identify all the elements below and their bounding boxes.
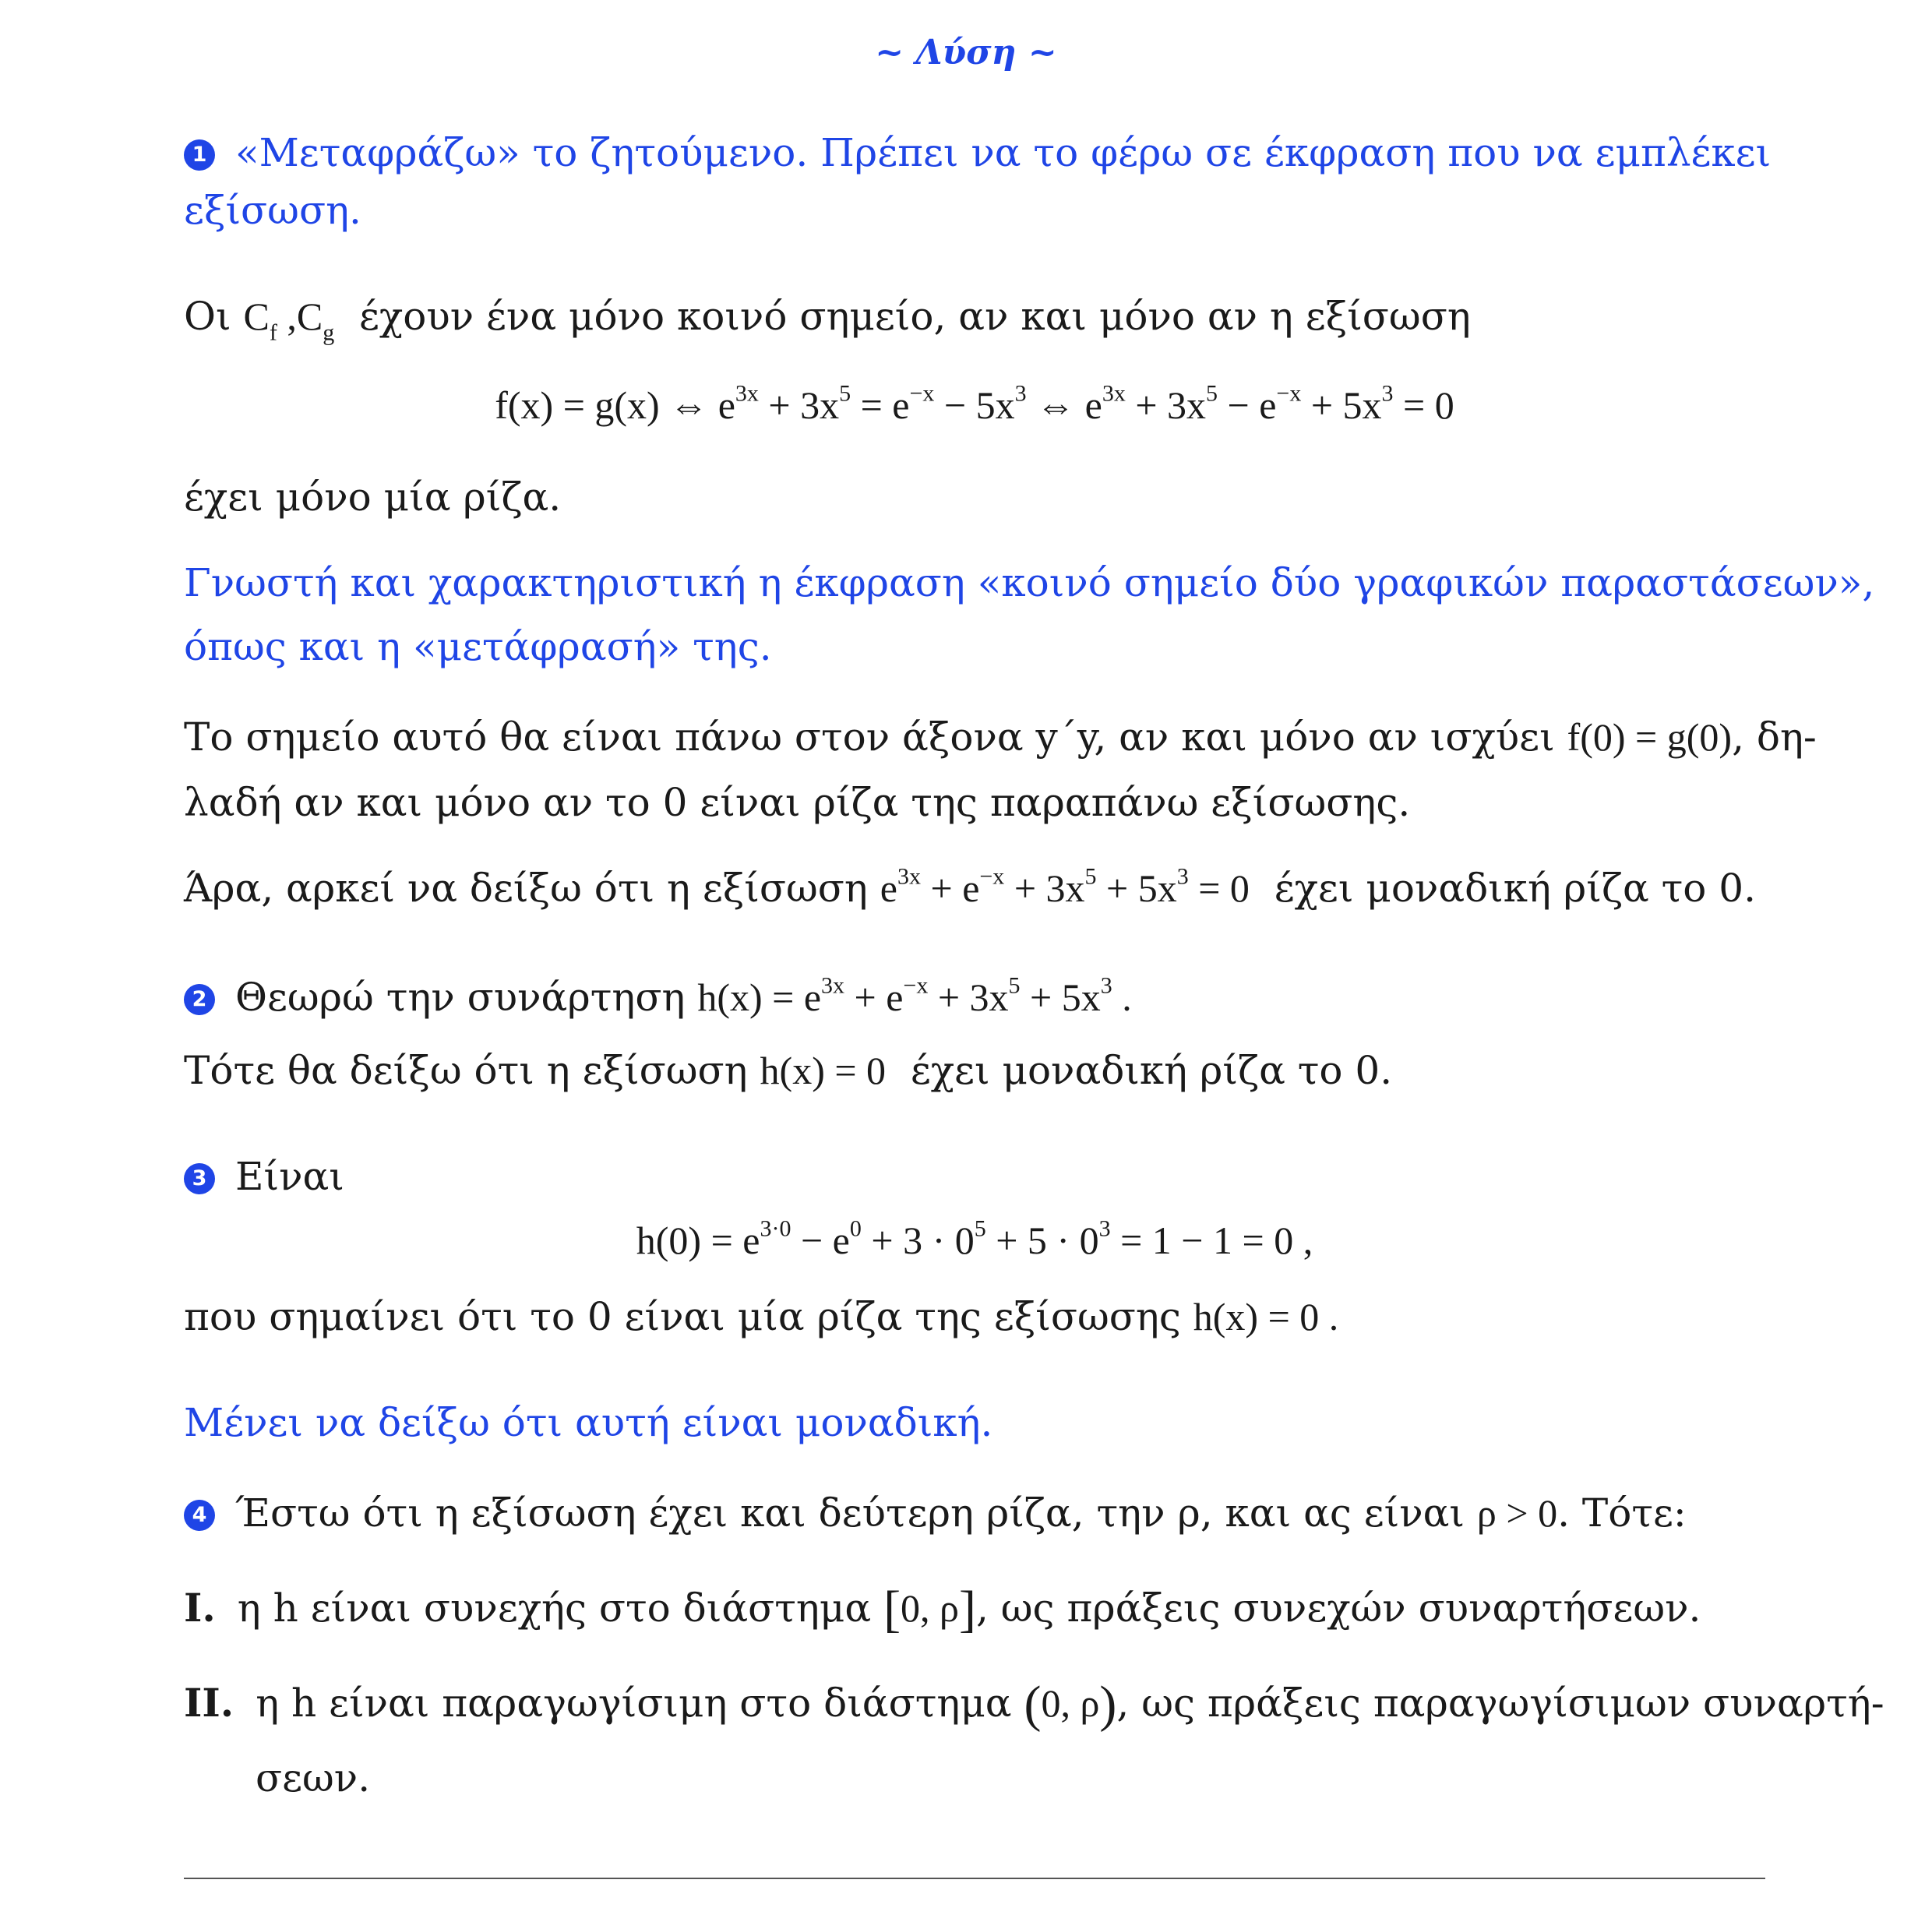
common-point-line (184, 293, 1471, 346)
item2-text: η h είναι παραγωγίσιμη στο διάστημα (256, 1681, 1012, 1726)
h-definition: $h(x) = e^{3x} + e^{-x} + 3x^5 + 5x^3$ . (697, 972, 1132, 1019)
yaxis-line1 (184, 714, 1817, 760)
step1-line2: εξίσωση. (184, 188, 361, 233)
common-point-prefix: Οι (184, 294, 231, 339)
yaxis-text1-post: , δη- (1732, 714, 1817, 760)
yaxis-math1: f(0) = g(0) (1567, 715, 1733, 759)
item2-numeral: II. (184, 1680, 234, 1726)
page-title: ~ Λύση ~ (875, 33, 1057, 72)
item1-numeral: I. (184, 1585, 216, 1631)
interval-open: (0, ρ) (1024, 1676, 1117, 1733)
interval-closed: [0, ρ] (883, 1581, 976, 1638)
yaxis-line2: λαδή αν και μόνο αν το 0 είναι ρίζα της παραπάνω εξίσωσης. (184, 780, 1411, 825)
step2-text: Θεωρώ την συνάρτηση (235, 975, 686, 1020)
common-point-text: έχουν ένα μόνο κοινό σημείο, αν και μόνο αν η εξίσωση (359, 294, 1471, 339)
yaxis-text3-post: έχει μοναδική ρίζα το 0. (1274, 866, 1757, 911)
item2-line1 (184, 1676, 1884, 1733)
note1-line1: Γνωστή και χαρακτηριστική η έκφραση «κοινό σημείο δύο γραφικών παραστάσεων», (184, 560, 1875, 605)
item2-text-post: , ως πράξεις παραγωγίσιμων συναρτή- (1116, 1681, 1884, 1726)
step4-math: ρ > 0 (1476, 1491, 1558, 1535)
note1-line2: όπως και η «μετάφρασή» της. (184, 624, 772, 669)
step4-bullet: 4 (184, 1500, 215, 1531)
step3-label: Είναι (235, 1154, 344, 1199)
equation-2: $e^{3x} + e^{-x} + 3x^5 + 5x^3 = 0$ (880, 863, 1250, 910)
cf-cg-symbols: $C_f$ $,C_g$ (243, 294, 335, 346)
item2-line2: σεων. (256, 1755, 371, 1800)
item1-text-post: , ως πράξεις συνεχών συναρτήσεων. (975, 1585, 1701, 1631)
yaxis-line3 (184, 865, 1756, 912)
step3-line1 (184, 1153, 344, 1200)
step2-text2: Τότε θα δείξω ότι η εξίσωση (184, 1048, 748, 1093)
step1-text: «Μεταφράζω» το ζητούμενο. Πρέπει να το φέρω σε έκφραση που να εμπλέκει (235, 130, 1772, 175)
step4-text-post: . Τότε: (1557, 1490, 1687, 1536)
item1-text: η h είναι συνεχής στο διάστημα (237, 1585, 872, 1631)
step1-bullet: 1 (184, 139, 215, 171)
step2-bullet: 2 (184, 984, 215, 1015)
step2-math: h(x) = 0 (760, 1049, 887, 1092)
step4-line (184, 1490, 1687, 1536)
step3-bullet: 3 (184, 1163, 215, 1194)
step2-text2-post: έχει μοναδική ρίζα το 0. (910, 1048, 1393, 1093)
bottom-divider (184, 1878, 1765, 1879)
step2-line2 (184, 1047, 1392, 1094)
equation-1: f(x) = g(x) ⇔ $e^{3x} + 3x^5 = e^{-x} - 5x^3$ ⇔ $e^{3x} + 3x^5 - e^{-x} + 5x^3 = 0$ (495, 380, 1454, 427)
step3-line3 (184, 1293, 1338, 1340)
yaxis-text3: Άρα, αρκεί να δείξω ότι η εξίσωση (184, 866, 868, 911)
step1-line1 (184, 129, 1771, 176)
step2-line1 (184, 974, 1132, 1021)
step3-text: που σημαίνει ότι το 0 είναι μία ρίζα της εξίσωσης (184, 1294, 1181, 1339)
common-point-conclusion: έχει μόνο μία ρίζα. (184, 474, 562, 520)
note2: Μένει να δείξω ότι αυτή είναι μοναδική. (184, 1400, 993, 1445)
yaxis-text1: Το σημείο αυτό θα είναι πάνω στον άξονα y΄y, αν και μόνο αν ισχύει (184, 714, 1555, 760)
item1-line (184, 1581, 1701, 1638)
step3-math: h(x) = 0 . (1193, 1295, 1339, 1338)
equation-3: $h(0) = e^{3\cdot 0} - e^0 + 3 \cdot 0^5 + 5 \cdot 0^3 = 1 - 1 = 0$ , (636, 1215, 1313, 1262)
step4-text: Έστω ότι η εξίσωση έχει και δεύτερη ρίζα, την ρ, και ας είναι (235, 1490, 1465, 1536)
